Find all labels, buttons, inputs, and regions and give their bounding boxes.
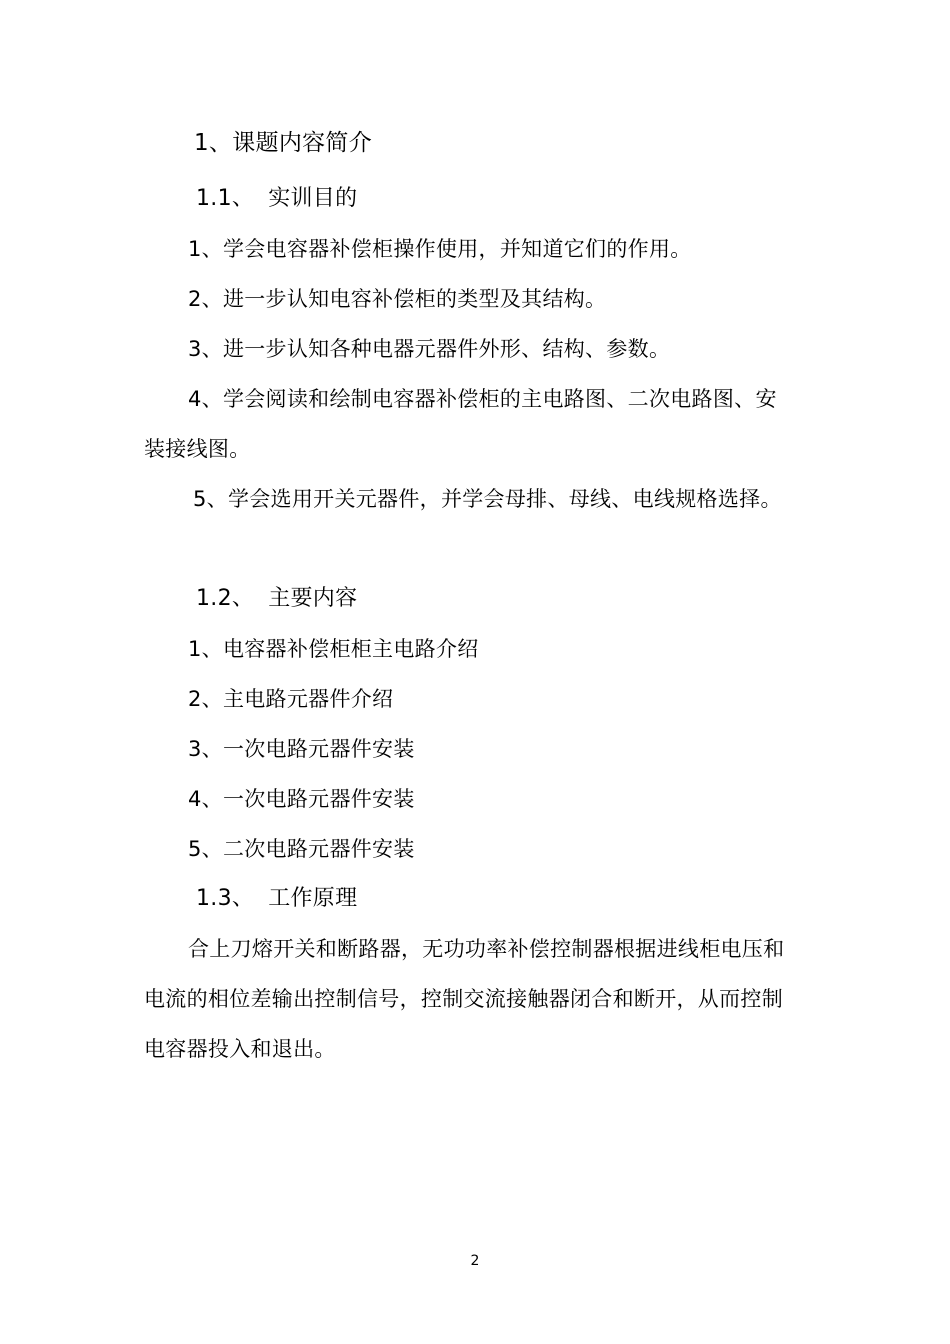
list-item: 2、主电路元器件介绍 (188, 687, 394, 711)
section-1-3-title: 工作原理 (268, 886, 358, 911)
list-item: 4、学会阅读和绘制电容器补偿柜的主电路图、二次电路图、安 (188, 387, 777, 411)
section-1-3-number: 1.3、 (196, 886, 255, 911)
page-number: 2 (470, 1253, 480, 1269)
section-1-3-heading (196, 884, 357, 914)
heading-course-intro: 1、课题内容简介 (194, 130, 373, 156)
section-1-1-number: 1.1、 (196, 186, 255, 211)
list-item: 1、电容器补偿柜柜主电路介绍 (188, 637, 479, 661)
section-1-2-heading (196, 584, 357, 614)
paragraph-line: 合上刀熔开关和断路器，无功功率补偿控制器根据进线柜电压和 (188, 937, 785, 961)
list-item: 2、进一步认知电容补偿柜的类型及其结构。 (188, 287, 607, 311)
section-1-2-title: 主要内容 (268, 586, 358, 611)
list-item: 5、二次电路元器件安装 (188, 837, 415, 861)
paragraph-line: 电容器投入和退出。 (144, 1037, 336, 1061)
list-item: 3、一次电路元器件安装 (188, 737, 415, 761)
section-1-2-number: 1.2、 (196, 586, 255, 611)
paragraph-line: 电流的相位差输出控制信号，控制交流接触器闭合和断开，从而控制 (144, 987, 783, 1011)
section-1-1-title: 实训目的 (268, 186, 358, 211)
list-item: 5、学会选用开关元器件，并学会母排、母线、电线规格选择。 (193, 487, 782, 511)
list-item: 4、一次电路元器件安装 (188, 787, 415, 811)
section-1-1-heading (196, 184, 357, 214)
list-item-continuation: 装接线图。 (144, 437, 251, 461)
list-item: 1、学会电容器补偿柜操作使用，并知道它们的作用。 (188, 237, 692, 261)
list-item: 3、进一步认知各种电器元器件外形、结构、参数。 (188, 337, 671, 361)
